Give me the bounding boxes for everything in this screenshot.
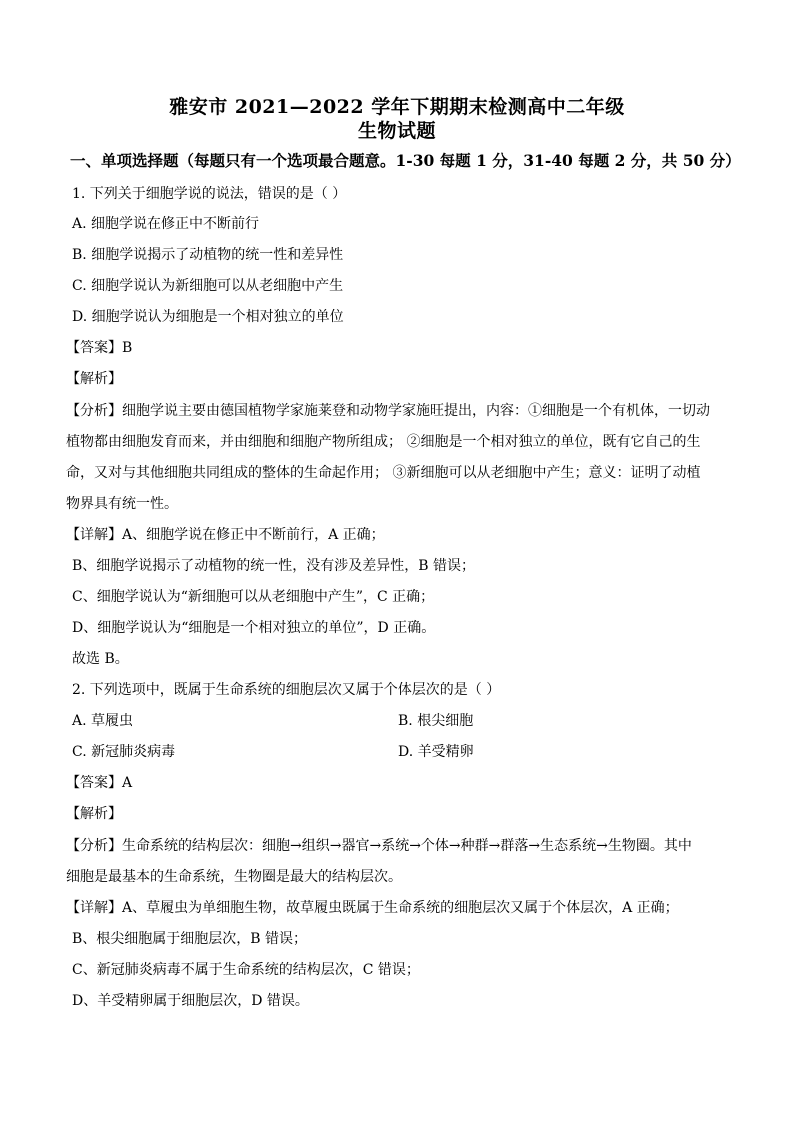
exam-title: 雅安市 2021—2022 学年下期期末检测高中二年级: [169, 96, 625, 118]
q1-analysis-line: 植物都由细胞发育而来，并由细胞和细胞产物所组成； ②细胞是一个相对独立的单位，既有它自己的生: [66, 434, 701, 450]
q2-detail-line: 【详解】A、草履虫为单细胞生物，故草履虫既属于生命系统的细胞层次又属于个体层次，A 正确；: [66, 900, 679, 916]
q1-answer: 【答案】B: [66, 340, 133, 356]
q1-analysis-line: 【分析】细胞学说主要由德国植物学家施莱登和动物学家施旺提出，内容：①细胞是一个有机体，一切动: [66, 403, 710, 419]
q2-option-d: D. 羊受精卵: [398, 744, 474, 760]
q1-stem: 1. 下列关于细胞学说的说法，错误的是（ ）: [72, 186, 347, 202]
q2-detail-line: C、新冠肺炎病毒不属于生命系统的结构层次，C 错误；: [72, 962, 420, 978]
section-heading: 一、单项选择题（每题只有一个选项最合题意。1-30 每题 1 分，31-40 每题 2 分，共 50 分）: [70, 151, 741, 170]
q1-option-c: C. 细胞学说认为新细胞可以从老细胞中产生: [72, 278, 344, 294]
q1-option-d: D. 细胞学说认为细胞是一个相对独立的单位: [72, 309, 344, 325]
exam-subtitle: 生物试题: [357, 120, 436, 142]
q2-option-b: B. 根尖细胞: [398, 713, 474, 729]
q1-option-a: A. 细胞学说在修正中不断前行: [72, 216, 260, 232]
q1-option-b: B. 细胞学说揭示了动植物的统一性和差异性: [72, 247, 344, 263]
q1-analysis-line: 物界具有统一性。: [66, 496, 178, 512]
q2-analysis-line: 细胞是最基本的生命系统，生物圈是最大的结构层次。: [66, 869, 402, 885]
q2-detail-line: B、根尖细胞属于细胞层次，B 错误；: [72, 931, 308, 947]
q1-detail-line: C、细胞学说认为“新细胞可以从老细胞中产生”，C 正确；: [72, 589, 435, 605]
q1-detail-line: B、细胞学说揭示了动植物的统一性，没有涉及差异性，B 错误；: [72, 558, 476, 574]
q2-detail-line: D、羊受精卵属于细胞层次，D 错误。: [72, 993, 309, 1009]
q2-option-a: A. 草履虫: [72, 713, 134, 729]
q2-analysis-label: 【解析】: [66, 806, 122, 822]
q1-analysis-label: 【解析】: [66, 371, 122, 387]
q1-detail-line: D、细胞学说认为“细胞是一个相对独立的单位”，D 正确。: [72, 620, 436, 636]
q2-option-c: C. 新冠肺炎病毒: [72, 744, 176, 760]
q1-conclusion: 故选 B。: [72, 651, 129, 667]
q2-analysis-line: 【分析】生命系统的结构层次：细胞→组织→器官→系统→个体→种群→群落→生态系统→生物圈。其中: [66, 838, 692, 854]
q1-analysis-line: 命，又对与其他细胞共同组成的整体的生命起作用； ③新细胞可以从老细胞中产生；意义：证明了动植: [66, 465, 701, 481]
q2-stem: 2. 下列选项中，既属于生命系统的细胞层次又属于个体层次的是（ ）: [72, 682, 501, 698]
q2-answer: 【答案】A: [66, 775, 133, 791]
q1-detail-line: 【详解】A、细胞学说在修正中不断前行，A 正确；: [66, 527, 385, 543]
